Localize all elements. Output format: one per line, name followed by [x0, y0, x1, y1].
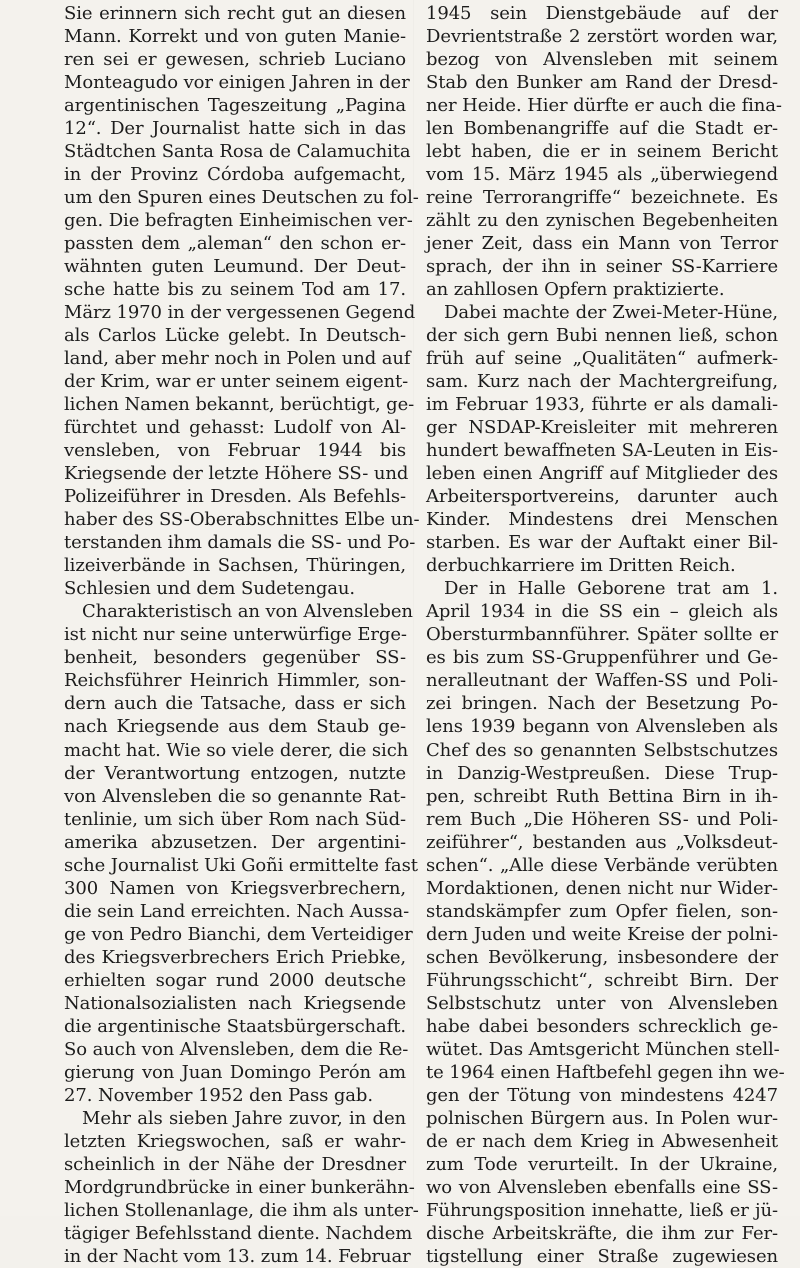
text-line: wo von Alvensleben ebenfalls eine SS- — [426, 1176, 778, 1198]
text-line: letzten Kriegswochen, saß er wahr- — [64, 1130, 406, 1152]
text-line: schen“. „Alle diese Verbände verübten — [426, 854, 778, 876]
text-line: Mehr als sieben Jahre zuvor, in den — [82, 1107, 406, 1129]
text-line: der sich gern Bubi nennen ließ, schon — [426, 325, 778, 347]
text-line: gen der Tötung von mindestens 4247 — [426, 1084, 778, 1106]
text-line: scheinlich in der Nähe der Dresdner — [64, 1153, 406, 1175]
text-line: 1945 sein Dienstgebäude auf der — [426, 3, 778, 24]
text-line: standskämpfer zum Opfer fielen, son- — [426, 900, 778, 922]
text-line: len Bombenangriffe auf die Stadt er- — [426, 118, 778, 140]
text-line: derbuchkarriere im Dritten Reich. — [426, 555, 736, 577]
text-line: in der Provinz Córdoba aufgemacht, — [64, 164, 406, 186]
text-line: sam. Kurz nach der Machtergreifung, — [426, 371, 778, 393]
text-line: Polizeiführer in Dresden. Als Befehls- — [64, 486, 406, 508]
text-line: Kinder. Mindestens drei Menschen — [426, 509, 778, 531]
text-line: zei bringen. Nach der Besetzung Po- — [426, 693, 778, 715]
text-line: macht hat. Wie so viele derer, die sich — [64, 739, 409, 761]
text-line: Obersturmbannführer. Später sollte er — [426, 624, 778, 646]
text-line: Sie erinnern sich recht gut an diesen — [64, 3, 406, 24]
text-line: lens 1939 begann von Alvensleben als — [426, 716, 778, 738]
text-line: nach Kriegsende aus dem Staub ge- — [64, 716, 406, 738]
text-line: reine Terrorangriffe“ bezeichnete. Es — [426, 187, 778, 209]
text-line: argentinischen Tageszeitung „Pagina — [64, 95, 406, 117]
text-line: ge von Pedro Bianchi, dem Verteidiger — [64, 923, 413, 945]
text-line: benheit, besonders gegenüber SS- — [64, 647, 406, 669]
text-line: Der in Halle Geborene trat am 1. — [444, 578, 778, 600]
text-line: tenlinie, um sich über Rom nach Süd- — [64, 808, 406, 830]
text-line: April 1934 in die SS ein – gleich als — [426, 601, 778, 623]
text-line: an zahllosen Opfern praktizierte. — [426, 279, 725, 301]
text-line: dern auch die Tatsache, dass er sich — [64, 693, 406, 715]
text-line: 300 Namen von Kriegsverbrechern, — [64, 877, 406, 899]
text-line: März 1970 in der vergessenen Gegend — [64, 302, 416, 324]
text-line: passten dem „aleman“ den schon er- — [64, 233, 406, 255]
text-line: Stab den Bunker am Rand der Dresd- — [426, 72, 778, 94]
text-line: So auch von Alvensleben, dem die Re- — [64, 1038, 409, 1060]
text-line: terstanden ihm damals die SS- und Po- — [64, 532, 416, 554]
text-line: lebt haben, die er in seinem Bericht — [426, 141, 778, 163]
text-line: Dabei machte der Zwei-Meter-Hüne, — [444, 302, 778, 324]
text-line: gierung von Juan Domingo Perón am — [64, 1061, 406, 1083]
text-line: 27. November 1952 den Pass gab. — [64, 1084, 373, 1106]
text-line: Arbeitersportvereins, darunter auch — [426, 486, 778, 508]
text-line: es bis zum SS-Gruppenführer und Ge- — [426, 647, 778, 669]
text-line: Mordgrundbrücke in einer bunkerähn- — [64, 1176, 415, 1198]
text-line: in der Nacht vom 13. zum 14. Februar — [64, 1245, 411, 1267]
text-line: sche hatte bis zu seinem Tod am 17. — [64, 279, 406, 301]
text-line: des Kriegsverbrechers Erich Priebke, — [64, 946, 406, 968]
text-line: lichen Namen bekannt, berüchtigt, ge- — [64, 394, 415, 416]
text-line: neralleutnant der Waffen-SS und Poli- — [426, 670, 778, 692]
text-line: fürchtet und gehasst: Ludolf von Al- — [64, 417, 406, 439]
text-line: Chef des so genannten Selbstschutzes — [426, 739, 778, 761]
text-line: Kriegsende der letzte Höhere SS- und — [64, 463, 409, 485]
text-line: polnischen Bürgern aus. In Polen wur- — [426, 1107, 778, 1129]
text-line: sche Journalist Uki Goñi ermittelte fast — [64, 854, 418, 876]
text-line: die argentinische Staatsbürgerschaft. — [64, 1015, 406, 1037]
text-line: te 1964 einen Haftbefehl gegen ihn we- — [426, 1061, 785, 1083]
column-gutter — [413, 0, 414, 1216]
text-line: Mann. Korrekt und von guten Manie- — [64, 26, 406, 48]
text-line: als Carlos Lücke gelebt. In Deutsch- — [64, 325, 406, 347]
article-column-right — [426, 2, 785, 1268]
text-line: land, aber mehr noch in Polen und auf — [64, 348, 411, 370]
text-line: Devrientstraße 2 zerstört worden war, — [426, 26, 778, 48]
text-line: Führungsschicht“, schreibt Birn. Der — [426, 969, 778, 991]
text-line: pen, schreibt Ruth Bettina Birn in ih- — [426, 785, 778, 807]
article-column-left — [64, 2, 420, 1268]
text-line: Monteagudo vor einigen Jahren in der — [64, 72, 410, 94]
text-line: jener Zeit, dass ein Mann von Terror — [426, 233, 778, 255]
text-line: sprach, der ihn in seiner SS-Karriere — [426, 256, 778, 278]
text-line: schen Bevölkerung, insbesondere der — [426, 946, 778, 968]
text-line: früh auf seine „Qualitäten“ aufmerk- — [426, 348, 778, 370]
text-line: 12“. Der Journalist hatte sich in das — [64, 118, 406, 140]
text-line: der Krim, war er unter seinem eigent- — [64, 371, 409, 393]
text-line: habe dabei besonders schrecklich ge- — [426, 1015, 778, 1037]
text-line: Reichsführer Heinrich Himmler, son- — [64, 670, 406, 692]
text-line: hundert bewaffneten SA-Leuten in Eis- — [426, 440, 778, 462]
text-line: von Alvensleben die so genannte Rat- — [64, 785, 406, 807]
text-line: dische Arbeitskräfte, die ihm zur Fer- — [426, 1222, 778, 1244]
text-line: wähnten guten Leumund. Der Deut- — [64, 256, 406, 278]
text-line: in Danzig-Westpreußen. Diese Trup- — [426, 762, 778, 784]
text-line: zählt zu den zynischen Begebenheiten — [426, 210, 778, 232]
text-line: Nationalsozialisten nach Kriegsende — [64, 992, 406, 1014]
text-line: vensleben, von Februar 1944 bis — [64, 440, 406, 462]
text-line: um den Spuren eines Deutschen zu fol- — [64, 187, 419, 209]
text-line: gen. Die befragten Einheimischen ver- — [64, 210, 413, 232]
text-line: vom 15. März 1945 als „überwiegend — [426, 164, 778, 186]
text-line: Führungsposition innehatte, ließ er jü- — [426, 1199, 778, 1221]
text-line: tägiger Befehlsstand diente. Nachdem — [64, 1222, 413, 1244]
text-line: lichen Stollenanlage, die ihm als unter- — [64, 1199, 419, 1221]
text-line: ren sei er gewesen, schrieb Luciano — [64, 49, 406, 71]
text-line: wütet. Das Amtsgericht München stell- — [426, 1038, 780, 1060]
text-line: lizeiverbände in Sachsen, Thüringen, — [64, 555, 406, 577]
text-line: die sein Land erreichten. Nach Aussa- — [64, 900, 410, 922]
text-line: tigstellung einer Straße zugewiesen — [426, 1245, 778, 1267]
text-line: haber des SS-Oberabschnittes Elbe un- — [64, 509, 420, 531]
text-line: erhielten sogar rund 2000 deutsche — [64, 969, 406, 991]
text-line: zum Tode verurteilt. In der Ukraine, — [426, 1153, 778, 1175]
text-line: Schlesien und dem Sudetengau. — [64, 578, 356, 600]
text-line: zeiführer“, bestanden aus „Volksdeut- — [426, 831, 778, 853]
text-line: der Verantwortung entzogen, nutzte — [64, 762, 406, 784]
text-line: ner Heide. Hier dürfte er auch die fina- — [426, 95, 782, 117]
text-line: dern Juden und weite Kreise der polni- — [426, 923, 778, 945]
text-line: Charakteristisch an von Alvensleben — [82, 601, 413, 623]
text-line: starben. Es war der Auftakt einer Bil- — [426, 532, 778, 554]
text-line: Mordaktionen, denen nicht nur Wider- — [426, 877, 778, 899]
text-line: amerika abzusetzen. Der argentini- — [64, 831, 406, 853]
text-line: ger NSDAP-Kreisleiter mit mehreren — [426, 417, 778, 439]
text-line: bezog von Alvensleben mit seinem — [426, 49, 778, 71]
text-line: Städtchen Santa Rosa de Calamuchita — [64, 141, 411, 163]
text-line: im Februar 1933, führte er als damali- — [426, 394, 778, 416]
text-line: rem Buch „Die Höheren SS- und Poli- — [426, 808, 778, 830]
text-line: leben einen Angriff auf Mitglieder des — [426, 463, 778, 485]
text-line: de er nach dem Krieg in Abwesenheit — [426, 1130, 778, 1152]
text-line: ist nicht nur seine unterwürfige Erge- — [64, 624, 407, 646]
text-line: Selbstschutz unter von Alvensleben — [426, 992, 778, 1014]
